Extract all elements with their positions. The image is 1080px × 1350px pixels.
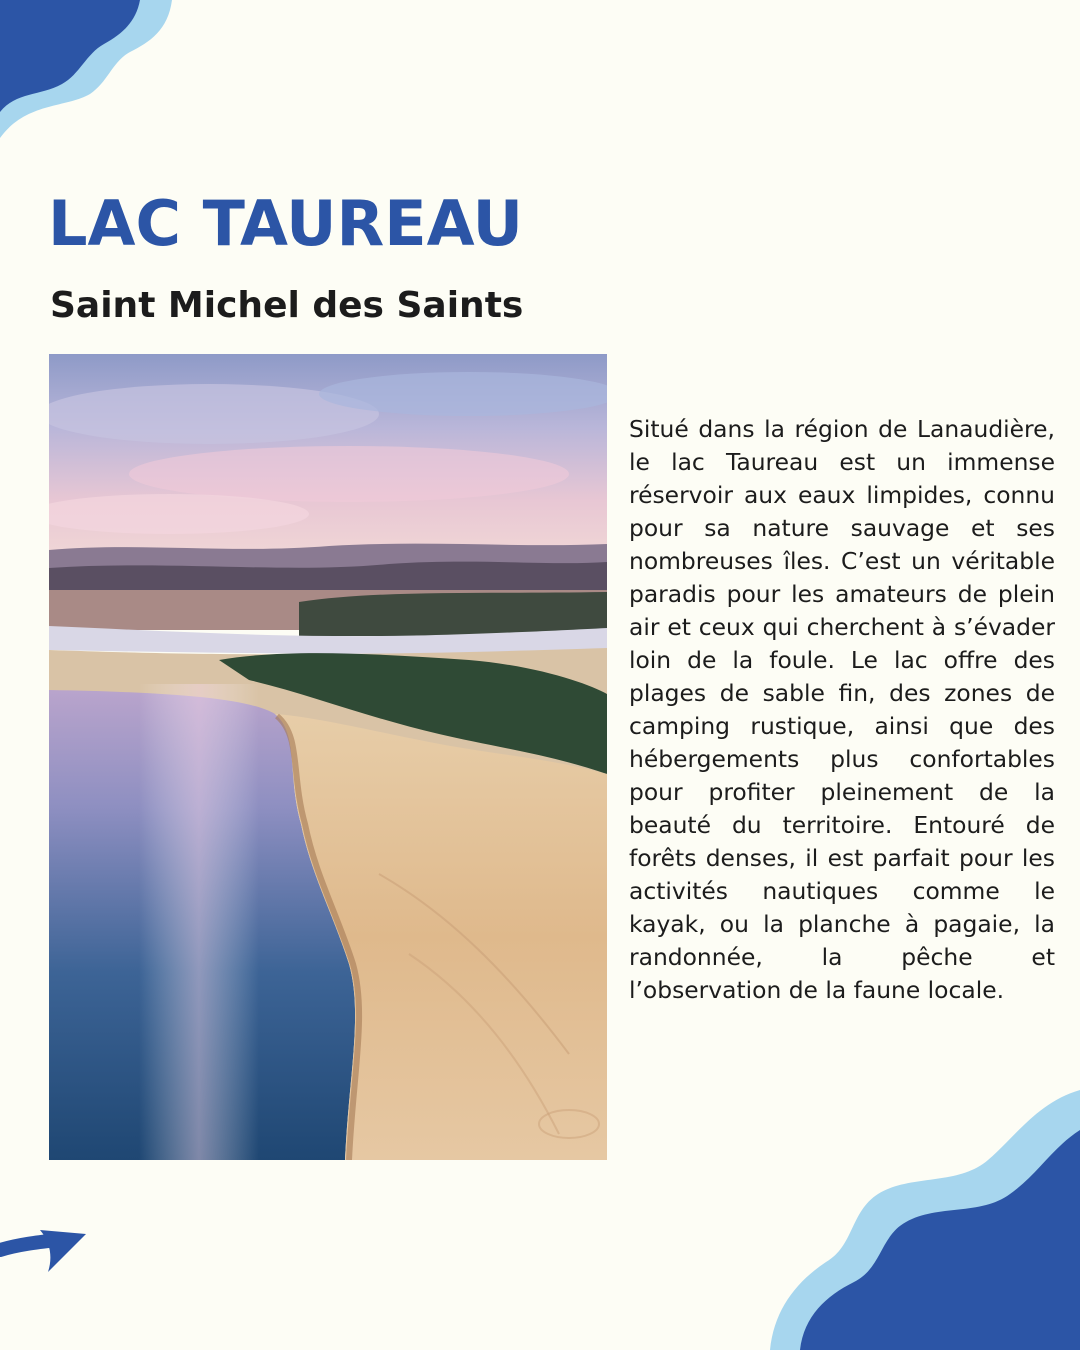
lake-photo-illustration xyxy=(49,354,607,1160)
page-title: LAC TAUREAU xyxy=(48,187,523,260)
page-subtitle: Saint Michel des Saints xyxy=(50,285,524,326)
wave-corner-bottom-right xyxy=(770,1090,1080,1350)
arrow-right-icon[interactable] xyxy=(0,1214,100,1284)
description-text: Situé dans la région de Lanaudière, le lac Taureau est un immense réservoir aux eaux limpides, connu pour sa nature sauvage et ses nombreuses îles. C’est un véritable paradis pour les amateurs de plein air et ceux qui cherchent à s’évader loin de la foule. Le lac offre des plages de sable fin, des zones de camping rustique, ainsi que des hébergements plus confortables pour profiter pleinement de la beauté du territoire. Entouré de forêts denses, il est parfait pour les activités nautiques comme le kayak, ou la planche à pagaie, la randonnée, la pêche et l’observation de la faune locale. xyxy=(629,415,1055,1004)
lake-aerial-photo xyxy=(49,354,607,1160)
wave-corner-top-left xyxy=(0,0,180,140)
